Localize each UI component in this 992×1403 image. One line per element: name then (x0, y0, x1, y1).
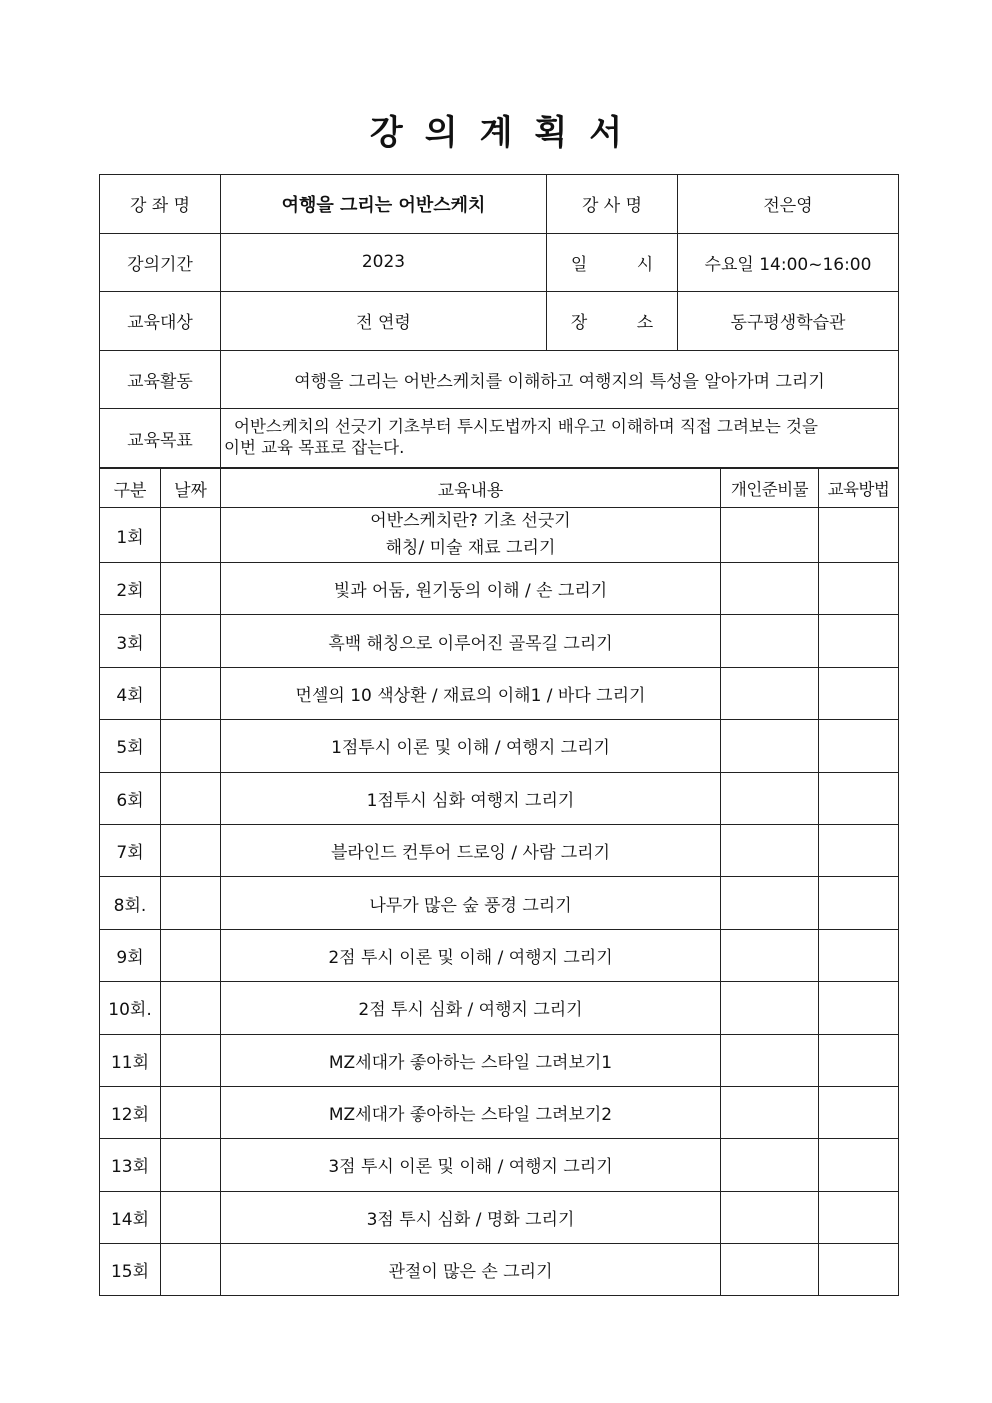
materials-cell (721, 772, 819, 824)
schedule-table (99, 468, 899, 1296)
place-value: 동구평생학습관 (678, 292, 899, 351)
materials-cell (721, 877, 819, 929)
materials-cell (721, 1244, 819, 1296)
session-cell: 11회 (100, 1034, 161, 1086)
target-label: 교육대상 (100, 292, 221, 351)
goal-value (221, 409, 899, 468)
session-cell: 4회 (100, 667, 161, 719)
goal-line-2: 이번 교육 목표로 잡는다. (224, 438, 405, 458)
schedule-row (100, 824, 899, 876)
session-cell: 10회. (100, 982, 161, 1034)
date-cell (161, 1034, 221, 1086)
session-cell: 6회 (100, 772, 161, 824)
method-cell (819, 1244, 899, 1296)
schedule-row (100, 1191, 899, 1243)
method-cell (819, 1086, 899, 1138)
info-row-course (100, 175, 899, 234)
method-cell (819, 1191, 899, 1243)
content-cell: 관절이 많은 손 그리기 (221, 1244, 721, 1296)
schedule-row (100, 720, 899, 772)
method-cell (819, 982, 899, 1034)
session-cell: 12회 (100, 1086, 161, 1138)
content-cell: 먼셀의 10 색상환 / 재료의 이해1 / 바다 그리기 (221, 667, 721, 719)
session-cell: 8회. (100, 877, 161, 929)
date-cell (161, 929, 221, 981)
date-cell (161, 772, 221, 824)
schedule-row (100, 1244, 899, 1296)
method-cell (819, 615, 899, 667)
schedule-row (100, 667, 899, 719)
materials-cell (721, 615, 819, 667)
content-cell: 1점투시 이론 및 이해 / 여행지 그리기 (221, 720, 721, 772)
materials-cell (721, 1086, 819, 1138)
materials-cell (721, 1139, 819, 1191)
date-cell (161, 1244, 221, 1296)
method-cell (819, 824, 899, 876)
instructor-label: 강 사 명 (547, 175, 678, 234)
method-cell (819, 1034, 899, 1086)
method-cell (819, 563, 899, 615)
content-cell: 2점 투시 이론 및 이해 / 여행지 그리기 (221, 929, 721, 981)
schedule-row (100, 982, 899, 1034)
content-cell: 나무가 많은 숲 풍경 그리기 (221, 877, 721, 929)
content-cell: 1점투시 심화 여행지 그리기 (221, 772, 721, 824)
schedule-row (100, 508, 899, 563)
materials-cell (721, 720, 819, 772)
target-value: 전 연령 (221, 292, 547, 351)
course-info-table (99, 174, 899, 468)
method-cell (819, 508, 899, 563)
activity-value: 여행을 그리는 어반스케치를 이해하고 여행지의 특성을 알아가며 그리기 (221, 350, 899, 409)
method-cell (819, 772, 899, 824)
place-label: 장 소 (547, 292, 678, 351)
header-content: 교육내용 (221, 469, 721, 508)
goal-line-1: 어반스케치의 선긋기 기초부터 투시도법까지 배우고 이해하며 직접 그려보는 것을 (234, 417, 818, 437)
session-cell: 9회 (100, 929, 161, 981)
info-row-goal (100, 409, 899, 468)
header-method: 교육방법 (819, 469, 899, 508)
course-name: 여행을 그리는 어반스케치 (221, 175, 547, 234)
session-cell: 14회 (100, 1191, 161, 1243)
course-label: 강 좌 명 (100, 175, 221, 234)
method-cell (819, 929, 899, 981)
materials-cell (721, 929, 819, 981)
schedule-row (100, 1086, 899, 1138)
schedule-header-row (100, 469, 899, 508)
schedule-label: 일 시 (547, 233, 678, 292)
method-cell (819, 667, 899, 719)
info-row-period (100, 233, 899, 292)
content-line-1: 어반스케치란? 기초 선긋기 (370, 511, 571, 531)
materials-cell (721, 1191, 819, 1243)
date-cell (161, 508, 221, 563)
header-materials: 개인준비물 (721, 469, 819, 508)
session-cell: 1회 (100, 508, 161, 563)
schedule-row (100, 772, 899, 824)
header-date: 날짜 (161, 469, 221, 508)
schedule-row (100, 877, 899, 929)
period-value: 2023 (221, 233, 547, 292)
activity-label: 교육활동 (100, 350, 221, 409)
schedule-row (100, 929, 899, 981)
schedule-row (100, 615, 899, 667)
method-cell (819, 877, 899, 929)
date-cell (161, 615, 221, 667)
content-cell: 3점 투시 이론 및 이해 / 여행지 그리기 (221, 1139, 721, 1191)
page-title: 강의계획서 (369, 113, 645, 153)
session-cell: 7회 (100, 824, 161, 876)
date-cell (161, 667, 221, 719)
content-cell: MZ세대가 좋아하는 스타일 그려보기2 (221, 1086, 721, 1138)
session-cell: 3회 (100, 615, 161, 667)
materials-cell (721, 824, 819, 876)
materials-cell (721, 563, 819, 615)
content-cell: 3점 투시 심화 / 명화 그리기 (221, 1191, 721, 1243)
materials-cell (721, 982, 819, 1034)
content-line-2: 해칭/ 미술 재료 그리기 (385, 538, 556, 558)
period-label: 강의기간 (100, 233, 221, 292)
schedule-row (100, 1139, 899, 1191)
materials-cell (721, 1034, 819, 1086)
date-cell (161, 720, 221, 772)
date-cell (161, 1191, 221, 1243)
date-cell (161, 877, 221, 929)
materials-cell (721, 667, 819, 719)
instructor-name: 전은영 (678, 175, 899, 234)
schedule-row (100, 563, 899, 615)
method-cell (819, 720, 899, 772)
session-cell: 15회 (100, 1244, 161, 1296)
content-cell: 블라인드 컨투어 드로잉 / 사람 그리기 (221, 824, 721, 876)
date-cell (161, 1139, 221, 1191)
content-cell: 흑백 해칭으로 이루어진 골목길 그리기 (221, 615, 721, 667)
date-cell (161, 824, 221, 876)
goal-label: 교육목표 (100, 409, 221, 468)
method-cell (819, 1139, 899, 1191)
info-row-activity (100, 350, 899, 409)
schedule-value: 수요일 14:00~16:00 (678, 233, 899, 292)
content-cell: 빛과 어둠, 원기둥의 이해 / 손 그리기 (221, 563, 721, 615)
session-cell: 13회 (100, 1139, 161, 1191)
info-row-target (100, 292, 899, 351)
date-cell (161, 982, 221, 1034)
session-cell: 2회 (100, 563, 161, 615)
date-cell (161, 1086, 221, 1138)
content-cell: 2점 투시 심화 / 여행지 그리기 (221, 982, 721, 1034)
materials-cell (721, 508, 819, 563)
session-cell: 5회 (100, 720, 161, 772)
schedule-row (100, 1034, 899, 1086)
header-session: 구분 (100, 469, 161, 508)
content-cell (221, 508, 721, 563)
content-cell: MZ세대가 좋아하는 스타일 그려보기1 (221, 1034, 721, 1086)
date-cell (161, 563, 221, 615)
